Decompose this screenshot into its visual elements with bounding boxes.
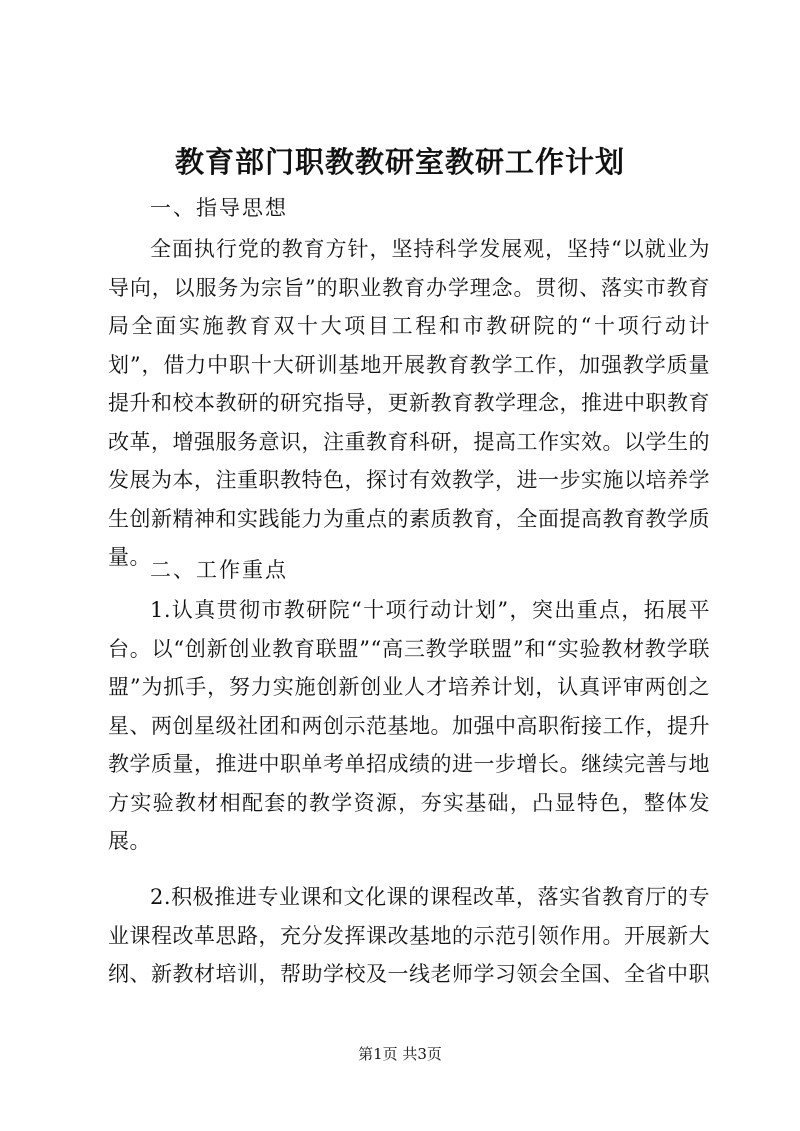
paragraph-item-1: 1.认真贯彻市教研院“十项行动计划”，突出重点，拓展平台。以“创新创业教育联盟”“高三教学联盟”和“实验教材教学联盟”为抓手，努力实施创新创业人才培养计划，认真评审两创之星、两创星级社团和两创示范基地。加强中高职衔接工作，提升教学质量，推进中职单考单招成绩的进一步增长。继续完善与地方实验教材相配套的教学资源，夯实基础，凸显特色，整体发展。 — [108, 598, 710, 853]
paragraph-item-2: 2.积极推进专业课和文化课的课程改革，落实省教育厅的专业课程改革思路，充分发挥课改基地的示范引领作用。开展新大纲、新教材培训，帮助学校及一线老师学习领会全国、全省中职 — [108, 885, 710, 986]
section-heading-work-focus: 二、工作重点 — [150, 558, 288, 582]
section-heading-guiding-ideology: 一、指导思想 — [150, 196, 288, 220]
page-footer-number: 第1页 共3页 — [358, 1045, 442, 1063]
paragraph-guiding-ideology: 全面执行党的教育方针，坚持科学发展观，坚持“以就业为导向，以服务为宗旨”的职业教育办学理念。贯彻、落实市教育局全面实施教育双十大项目工程和市教研院的“十项行动计划”，借力中职十大研训基地开展教育教学工作，加强教学质量提升和校本教研的研究指导，更新教育教学理念，推进中职教育改革，增强服务意识，注重教育科研，提高工作实效。以学生的发展为本，注重职教特色，探讨有效教学，进一步实施以培养学生创新精神和实践能力为重点的素质教育，全面提高教育教学质量。 — [108, 237, 710, 569]
document-title: 教育部门职教教研室教研工作计划 — [174, 145, 625, 179]
